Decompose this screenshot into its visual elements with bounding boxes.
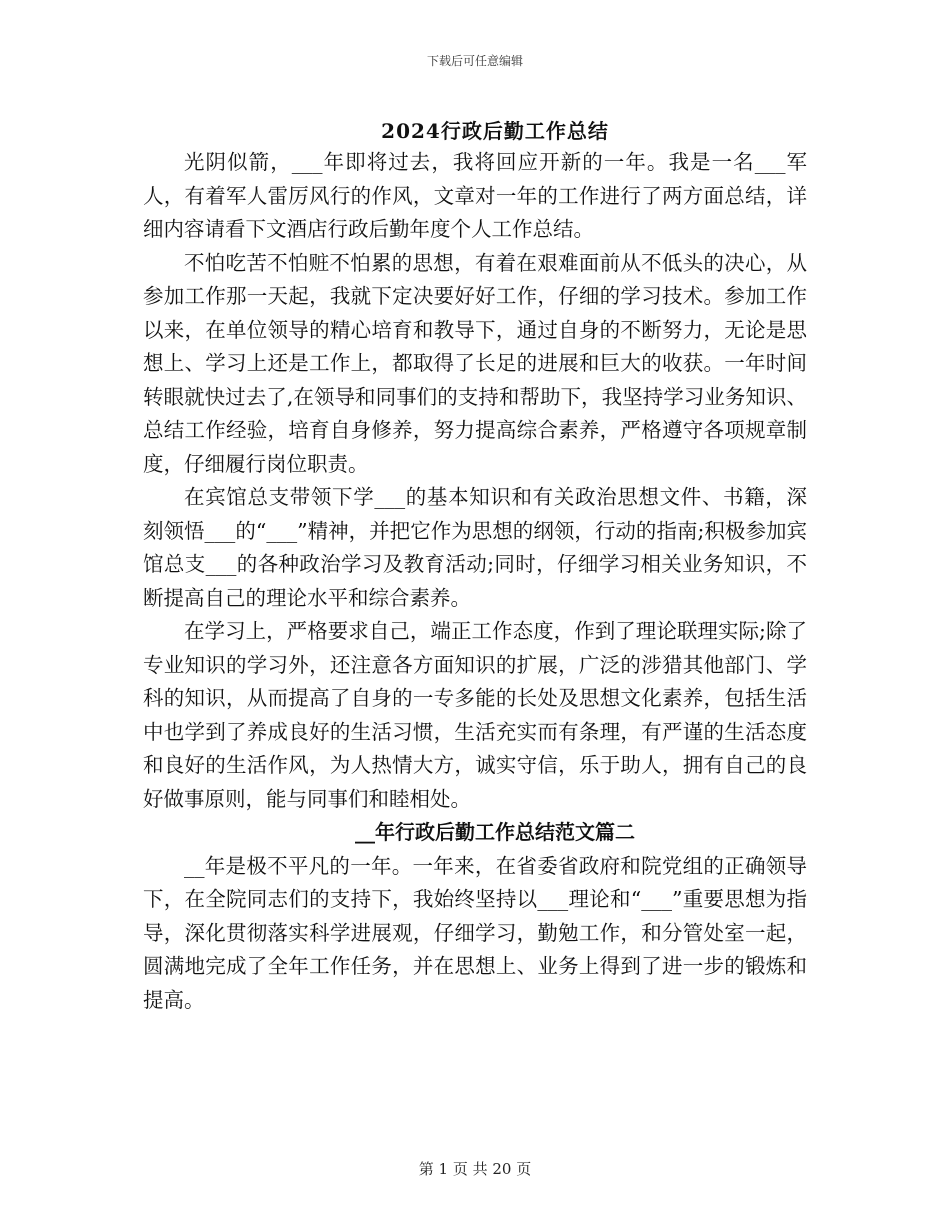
paragraph-political-study: 在宾馆总支带领下学___的基本知识和有关政治思想文件、书籍，深刻领悟___的“___”精神，并把它作为思想的纲领，行动的指南;积极参加宾馆总支___的各种政治学习及教育活动;同时，仔细学习相关业务知识，不断提高自己的理论水平和综合素养。 [143,485,807,610]
paragraph-section-two: __年是极不平凡的一年。一年来，在省委省政府和院党组的正确领导下，在全院同志们的支持下，我始终坚持以___理论和“___”重要思想为指导，深化贯彻落实科学进展观，仔细学习，勤勉工作，和分管处室一起，圆满地完成了全年工作任务，并在思想上、业务上得到了进一步的锻炼和提高。 [143,853,807,1012]
document-title: 2024行政后勤工作总结 [381,119,609,143]
paragraph-attitude: 不怕吃苦不怕赃不怕累的思想，有着在艰难面前从不低头的决心，从参加工作那一天起，我就下定决要好好工作，仔细的学习技术。参加工作以来，在单位领导的精心培育和教导下，通过自身的不断努力，无论是思想上、学习上还是工作上，都取得了长足的进展和巨大的收获。一年时间转眼就快过去了,在领导和同事们的支持和帮助下，我坚持学习业务知识、总结工作经验，培育自身修养，努力提高综合素养，严格遵守各项规章制度，仔细履行岗位职责。 [143,250,807,476]
paragraph-intro: 光阴似箭，___年即将过去，我将回应开新的一年。我是一名___军人，有着军人雷厉风行的作风，文章对一年的工作进行了两方面总结，详细内容请看下文酒店行政后勤年度个人工作总结。 [143,150,807,241]
header-note: 下载后可任意编辑 [426,54,523,68]
section-two-title: __年行政后勤工作总结范文篇二 [355,820,635,844]
document-body [143,146,807,1017]
paragraph-learning: 在学习上，严格要求自己，端正工作态度，作到了理论联理实际;除了专业知识的学习外，还注意各方面知识的扩展，广泛的涉猎其他部门、学科的知识，从而提高了自身的一专多能的长处及思想文化素养，包括生活中也学到了养成良好的生活习惯，生活充实而有条理，有严谨的生活态度和良好的生活作风，为人热情大方，诚实守信，乐于助人，拥有自己的良好做事原则，能与同事们和睦相处。 [143,619,807,811]
page-number: 第 1 页 共 20 页 [418,1160,532,1178]
